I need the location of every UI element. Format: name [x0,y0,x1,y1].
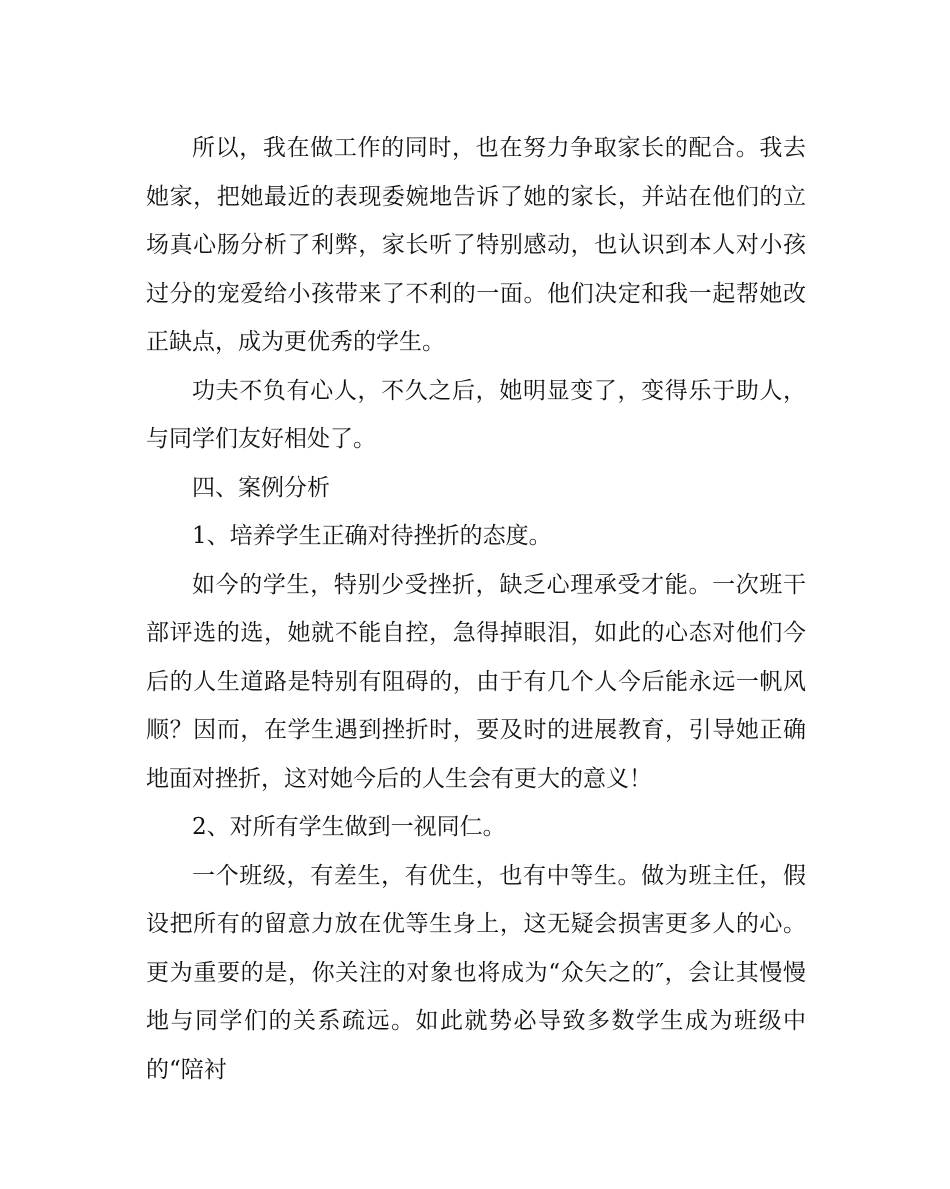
section-heading-case-analysis: 四、案例分析 [192,474,330,501]
document-body [146,124,806,1094]
paragraph-equal-treatment: 一个班级，有差生，有优生，也有中等生。做为班主任，假设把所有的留意力放在优等生身上，这无疑会损害更多人的心。更为重要的是，你关注的对象也将成为“众矢之的″，会让其慢慢地与同学们的关系疏远。如此就势必导致多数学生成为班级中的“陪衬 [146,862,806,1083]
subheading-equal-treatment: 2、对所有学生做到一视同仁。 [192,814,506,840]
paragraph-frustration: 如今的学生，特别少受挫折，缺乏心理承受才能。一次班干部评选的选，她就不能自控，急得掉眼泪，如此的心态对他们今后的人生道路是特别有阻碍的，由于有几个人今后能永远一帆风顺？因而，在学生遇到挫折时，要及时的进展教育，引导她正确地面对挫折，这对她今后的人生会有更大的意义！ [146,571,806,792]
paragraph-parent-cooperation: 所以，我在做工作的同时，也在努力争取家长的配合。我去她家，把她最近的表现委婉地告诉了她的家长，并站在他们的立场真心肠分析了利弊，家长听了特别感动，也认识到本人对小孩过分的宠爱给小孩带来了不利的一面。他们决定和我一起帮她改正缺点，成为更优秀的学生。 [146,135,806,355]
subheading-frustration-attitude: 1、培养学生正确对待挫折的态度。 [192,523,552,549]
paragraph-result: 功夫不负有心人，不久之后，她明显变了，变得乐于助人，与同学们友好相处了。 [146,377,806,452]
